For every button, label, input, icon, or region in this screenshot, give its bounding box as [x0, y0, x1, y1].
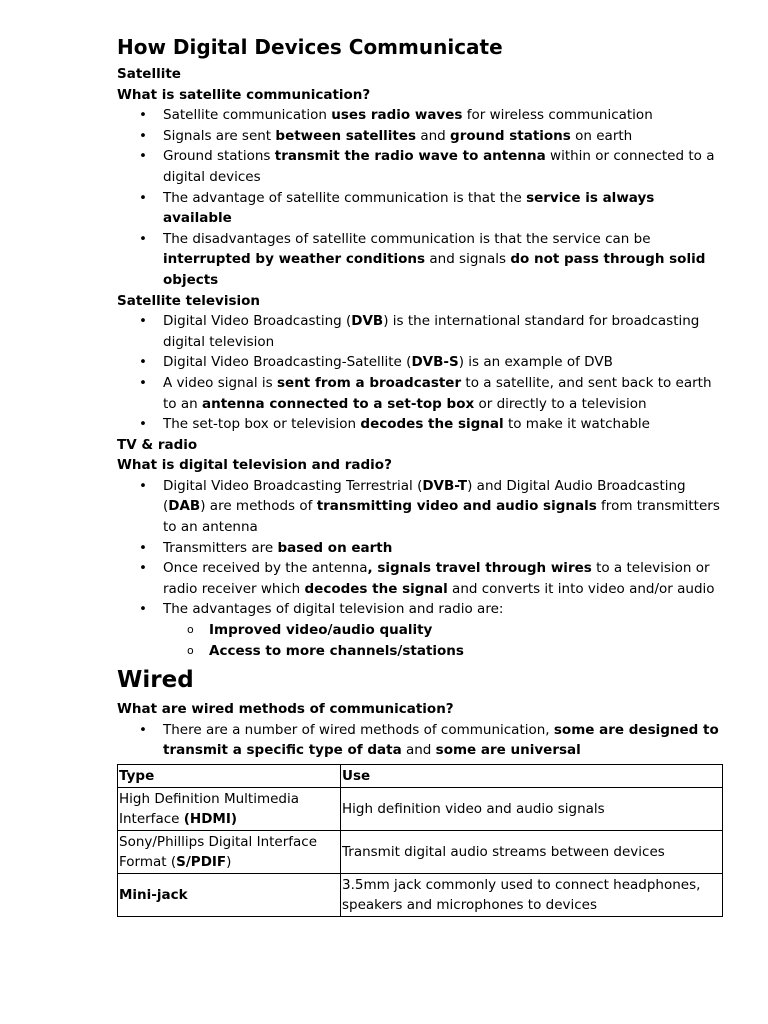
question-satellite: What is satellite communication? [117, 86, 371, 103]
text: or directly to a television [474, 395, 647, 412]
bullet-list-satellite-tv [117, 311, 723, 435]
bold-text: (HDMI) [183, 811, 238, 827]
text: from transmitters to an antenna [163, 498, 720, 536]
bold-text: DVB-S [411, 354, 459, 371]
list-item [117, 229, 723, 291]
table-cell-type [118, 874, 341, 917]
bold-text: some are designed to transmit a specific type of data [163, 721, 719, 759]
bold-text: DVB [351, 313, 384, 330]
text: and [401, 742, 436, 759]
bullet-list-tv-radio [117, 476, 723, 661]
table-header-row [118, 765, 723, 788]
bold-text: based on earth [277, 539, 393, 556]
table-cell-use: 3.5mm jack commonly used to connect headphones, speakers and microphones to devices [341, 874, 723, 917]
bullet-list-satellite [117, 105, 723, 290]
text: Digital Video Broadcasting-Satellite ( [163, 354, 412, 371]
text: ) is an example of DVB [458, 354, 613, 371]
bold-text: decodes the signal [304, 580, 448, 597]
bold-text: ground stations [450, 127, 571, 144]
text: ) and Digital Audio Broadcasting ( [163, 477, 686, 515]
text: Satellite communication [163, 107, 332, 124]
text: Sony/Phillips Digital Interface Format ( [119, 834, 318, 870]
list-item [117, 720, 723, 761]
table-row [118, 831, 723, 874]
text: and [416, 127, 451, 144]
text: within or connected to a digital devices [163, 148, 715, 185]
table-cell-type [118, 788, 341, 831]
text: on earth [570, 127, 633, 144]
bold-text: transmitting video and audio signals [316, 498, 597, 515]
bold-text: decodes the signal [360, 416, 504, 433]
list-item [117, 126, 723, 147]
list-item [117, 311, 723, 352]
table-cell-use: Transmit digital audio streams between devices [341, 831, 723, 874]
text: A video signal is [163, 374, 277, 391]
list-item [117, 414, 723, 435]
text: Digital Video Broadcasting Terrestrial ( [163, 477, 423, 494]
text: The advantages of digital television and radio are: [163, 601, 504, 618]
bold-text: do not pass through solid objects [163, 251, 706, 288]
page-title: How Digital Devices Communicate [117, 35, 503, 59]
bold-text: interrupted by weather conditions [163, 251, 426, 268]
text: ) [226, 854, 232, 870]
sub-list-item [117, 641, 723, 662]
list-item [117, 188, 723, 229]
text: Transmitters are [163, 539, 278, 556]
section-heading-satellite-tv: Satellite television [117, 292, 261, 309]
table-cell-use: High definition video and audio signals [341, 788, 723, 831]
bold-text: between satellites [275, 127, 417, 144]
text: Once received by the antenna [163, 560, 368, 577]
text: to make it watchable [503, 416, 650, 433]
question-wired: What are wired methods of communication? [117, 701, 454, 718]
text: and signals [425, 251, 511, 268]
section-heading-wired: Wired [117, 667, 194, 694]
table-row [118, 788, 723, 831]
section-heading-tv-radio: TV & radio [117, 436, 198, 453]
list-item [117, 352, 723, 373]
bold-text: Access to more channels/stations [209, 642, 464, 659]
bullet-list-wired [117, 720, 723, 761]
bold-text: Mini-jack [119, 887, 188, 903]
text: The disadvantages of satellite communication is that the service can be [163, 230, 651, 247]
list-item [117, 558, 723, 599]
table-cell-type [118, 831, 341, 874]
text: and converts it into video and/or audio [447, 580, 715, 597]
document-page [117, 34, 723, 917]
bold-text: DVB-T [422, 477, 468, 494]
table-row [118, 874, 723, 917]
table-header-use: Use [341, 765, 723, 788]
list-item [117, 599, 723, 620]
list-item [117, 476, 723, 538]
bold-text: antenna connected to a set-top box [201, 395, 475, 412]
bold-text: service is always available [163, 189, 655, 227]
text: to a satellite, and sent back to earth to an [163, 374, 712, 412]
list-item [117, 373, 723, 414]
text: High Definition Multimedia Interface [119, 791, 300, 827]
table-header-type: Type [118, 765, 341, 788]
text: to a television or radio receiver which [163, 560, 710, 597]
bold-text: some are universal [435, 742, 581, 759]
bold-text: S/PDIF [176, 854, 227, 870]
bold-text: Improved video/audio quality [209, 622, 433, 639]
question-tv-radio: What is digital television and radio? [117, 457, 392, 474]
text: Ground stations [163, 148, 275, 165]
bold-text: , signals travel through wires [367, 560, 592, 577]
text: The advantage of satellite communication is that the [163, 189, 527, 206]
text: Digital Video Broadcasting ( [163, 313, 352, 330]
sub-list-item [117, 620, 723, 641]
bold-text: sent from a broadcaster [277, 374, 462, 391]
list-item [117, 105, 723, 126]
text: ) are methods of [200, 498, 317, 515]
list-item [117, 538, 723, 559]
text: for wireless communication [462, 107, 653, 124]
text: ) is the international standard for broadcasting digital television [163, 313, 700, 350]
list-item [117, 146, 723, 187]
wired-methods-table [117, 764, 723, 917]
bold-text: DAB [168, 498, 201, 515]
bold-text: uses radio waves [331, 107, 463, 124]
text: Signals are sent [163, 127, 276, 144]
text: There are a number of wired methods of communication, [163, 721, 554, 738]
text: The set-top box or television [163, 416, 361, 433]
section-heading-satellite: Satellite [117, 66, 181, 82]
bold-text: transmit the radio wave to antenna [274, 148, 546, 165]
